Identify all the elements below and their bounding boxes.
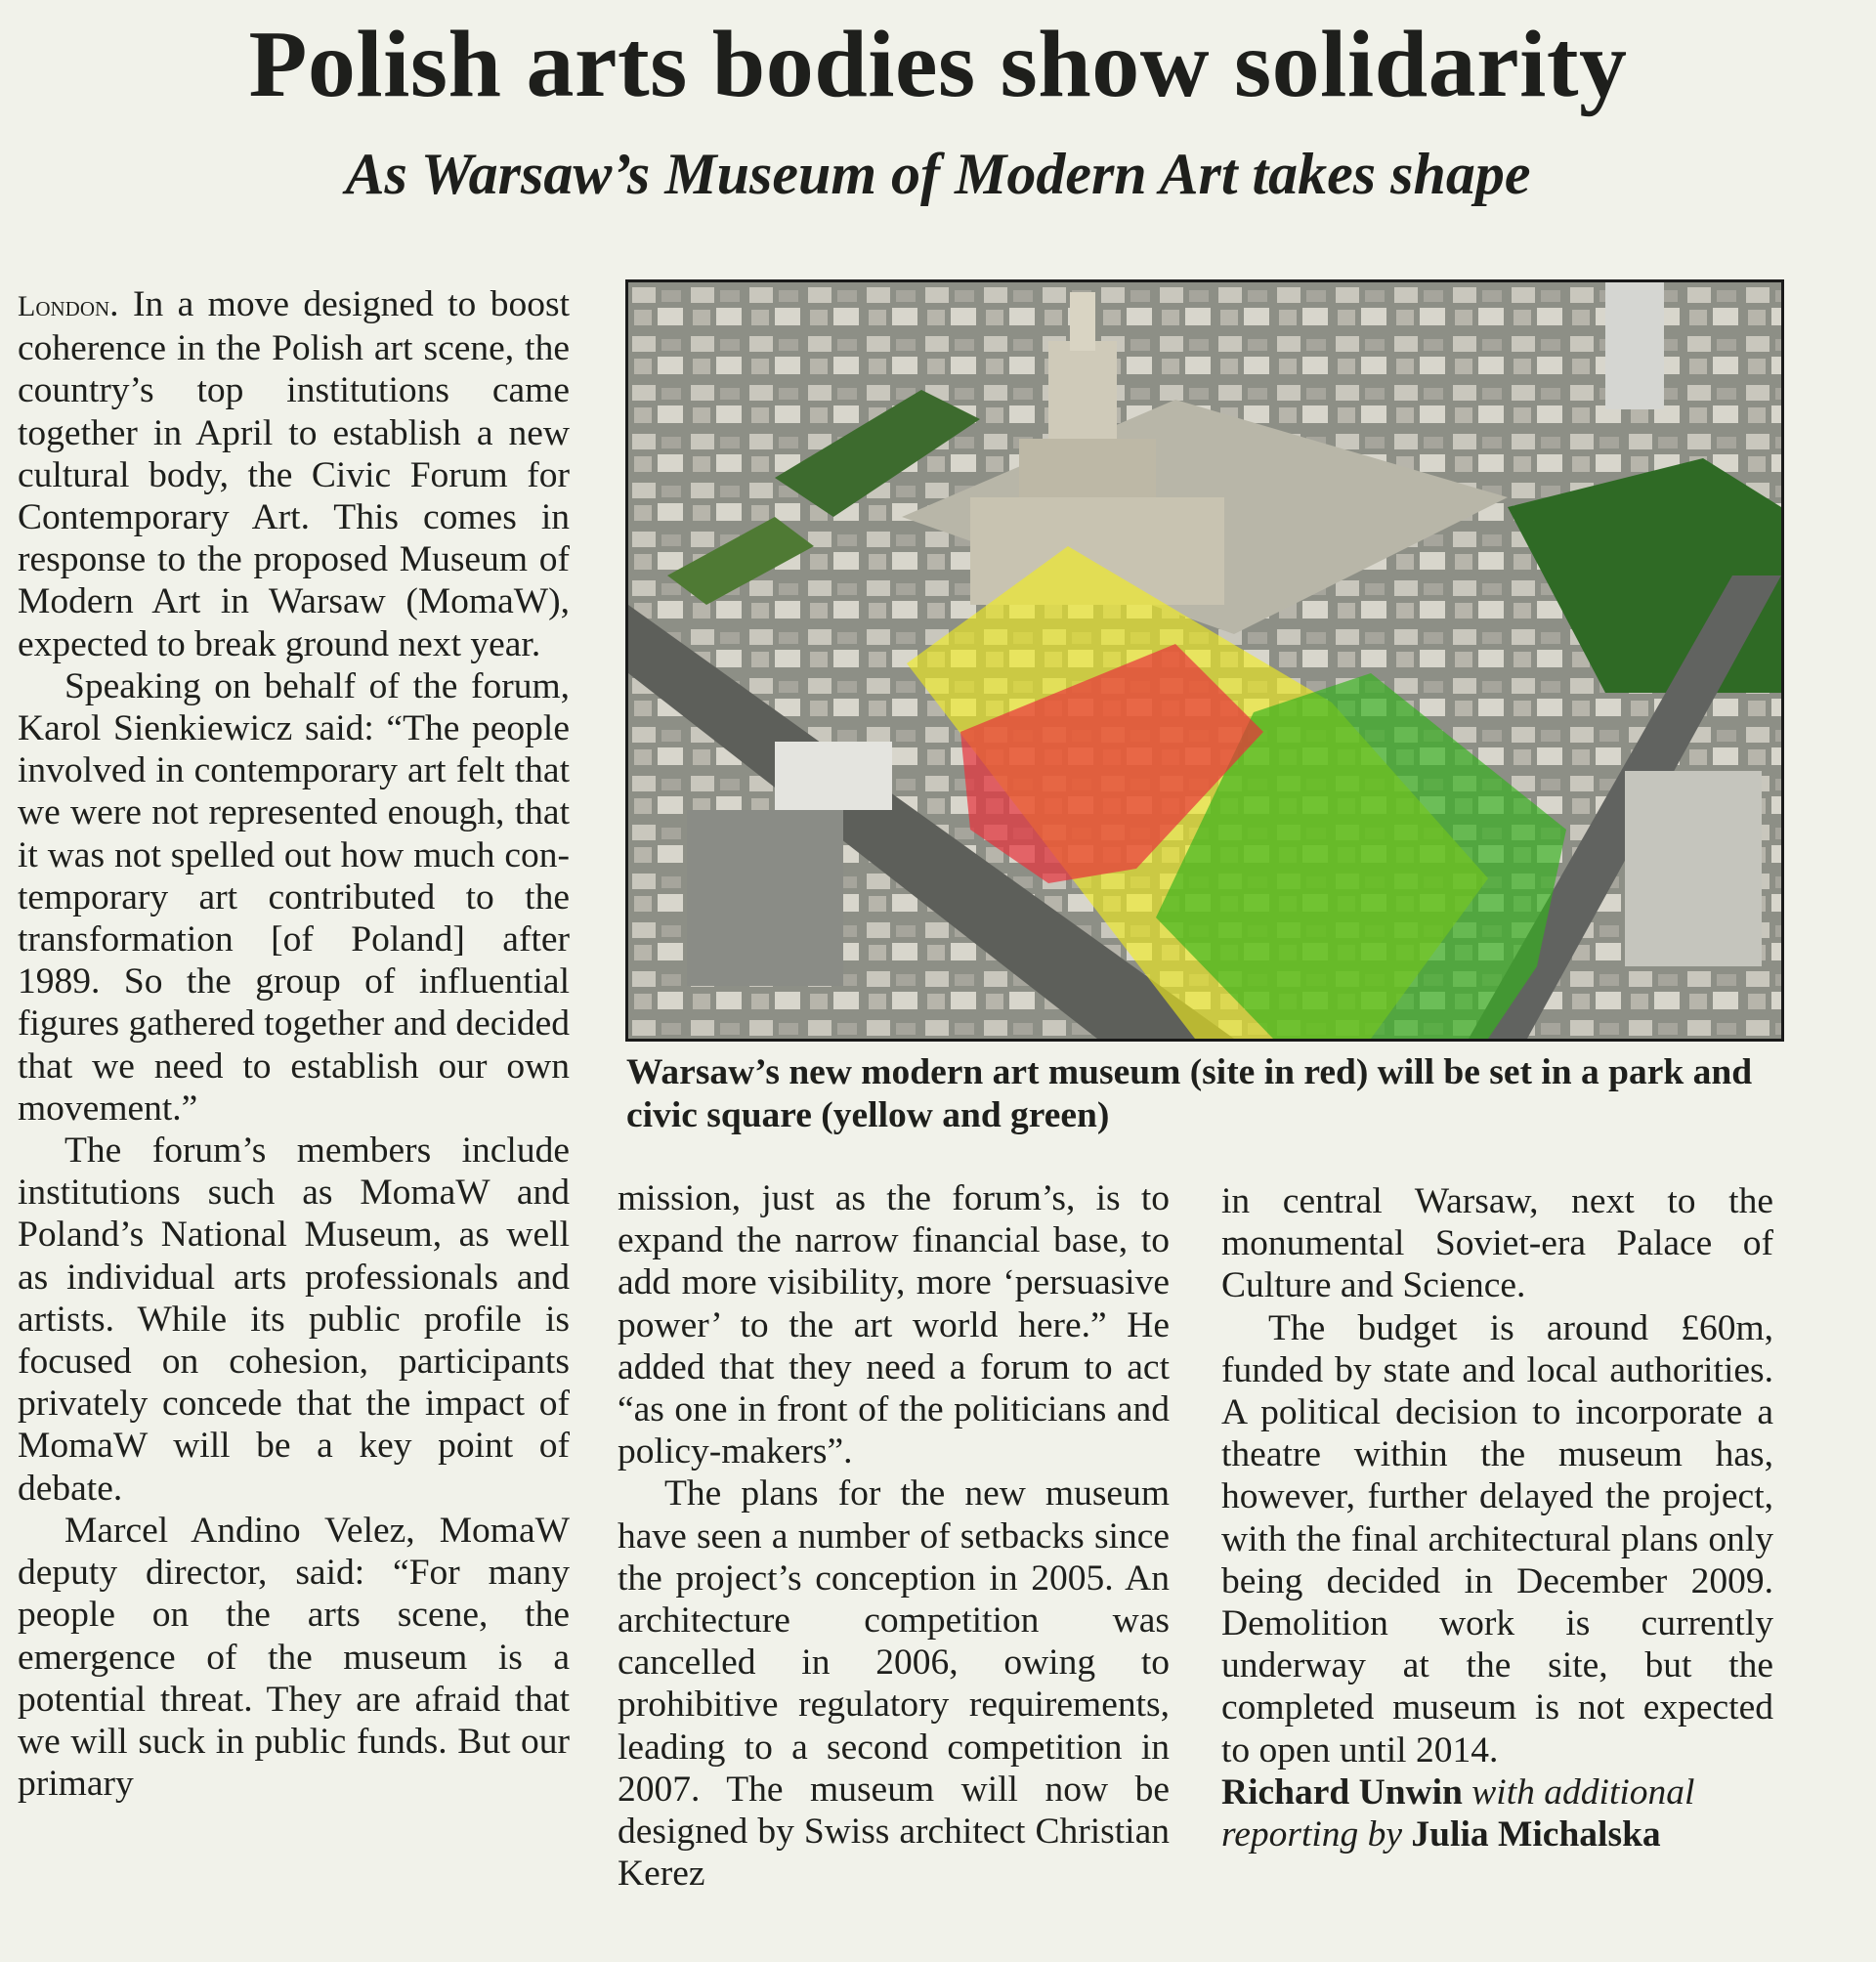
paragraph: The plans for the new museum have seen a number of setbacks since the project’s conception in 2005. An architecture competition was cancelled in 2006, owing to prohibitive regulatory requirements, leading to a second competition in 2007. The museum will now be designed by Swiss architect Christian Kerez <box>618 1473 1170 1895</box>
paragraph-text: . In a move designed to boost coherence in the Polish art scene, the country’s top institutions came together in April to establish a new cultural body, the Civic Forum for Contemporary Art. This comes in response to the proposed Museum of Modern Art in Warsaw (MomaW), expected to break ground next year. <box>18 284 570 664</box>
headline: Polish arts bodies show solidarity <box>248 12 1628 117</box>
paragraph: Speaking on behalf of the forum, Karol Sienkiewicz said: “The people involved in contemporary art felt that we were not represented enough, that it was not spelled out how much contemporary art contributed to the transformation [of Poland] after 1989. So the group of influential figures gathered together and decided that we need to establish our own movement.” <box>18 665 570 1129</box>
byline-author: Richard Unwin <box>1221 1771 1463 1813</box>
photo-caption: Warsaw’s new modern art museum (site in red) will be set in a park and civic square (yellow and green) <box>626 1052 1753 1135</box>
building <box>775 742 892 810</box>
subheadline: As Warsaw’s Museum of Modern Art takes shape <box>345 142 1531 206</box>
palace-spire <box>1070 292 1095 351</box>
aerial-photo <box>625 279 1784 1042</box>
paragraph: mission, just as the forum’s, is to expand the narrow financial base, to add more visibility, more ‘persuasive power’ to the art world here.” He added that they need a forum to act “as one in front of the politicians and policy-makers”. <box>618 1178 1170 1472</box>
office-tower <box>1605 282 1664 409</box>
dateline: London <box>18 290 110 322</box>
paragraph: in central Warsaw, next to the monumental Soviet-era Palace of Culture and Science. <box>1221 1181 1773 1306</box>
article-column-2 <box>618 1177 1170 1895</box>
article-column-1 <box>18 283 570 1805</box>
byline-coauthor: Julia Michalska <box>1411 1814 1661 1855</box>
paragraph <box>18 283 570 665</box>
building <box>1625 771 1762 966</box>
article-column-3 <box>1221 1180 1773 1855</box>
paragraph: The budget is around £60m, funded by state and local authorities. A political decision to incorporate a theatre within the museum has, however, further delayed the project, with the final architectural plans only being decided in December 2009. Demolition work is currently underway at the site, but the completed museum is not expected to open until 2014. <box>1221 1307 1773 1770</box>
byline <box>1221 1771 1773 1855</box>
paragraph: Marcel Andino Velez, MomaW deputy director, said: “For many people on the arts scene, the emergence of the museum is a potential threat. They are afraid that we will suck in public funds. But our primary <box>18 1510 570 1805</box>
building <box>687 810 843 986</box>
byline-connector: with additional reporting by <box>1221 1771 1695 1855</box>
paragraph: The forum’s members include institutions such as MomaW and Poland’s National Museum, as well as individual arts professionals and artists. While its public profile is focused on cohesion, participants privately concede that the impact of MomaW will be a key point of debate. <box>18 1130 570 1509</box>
aerial-photo-illustration <box>628 282 1781 1039</box>
